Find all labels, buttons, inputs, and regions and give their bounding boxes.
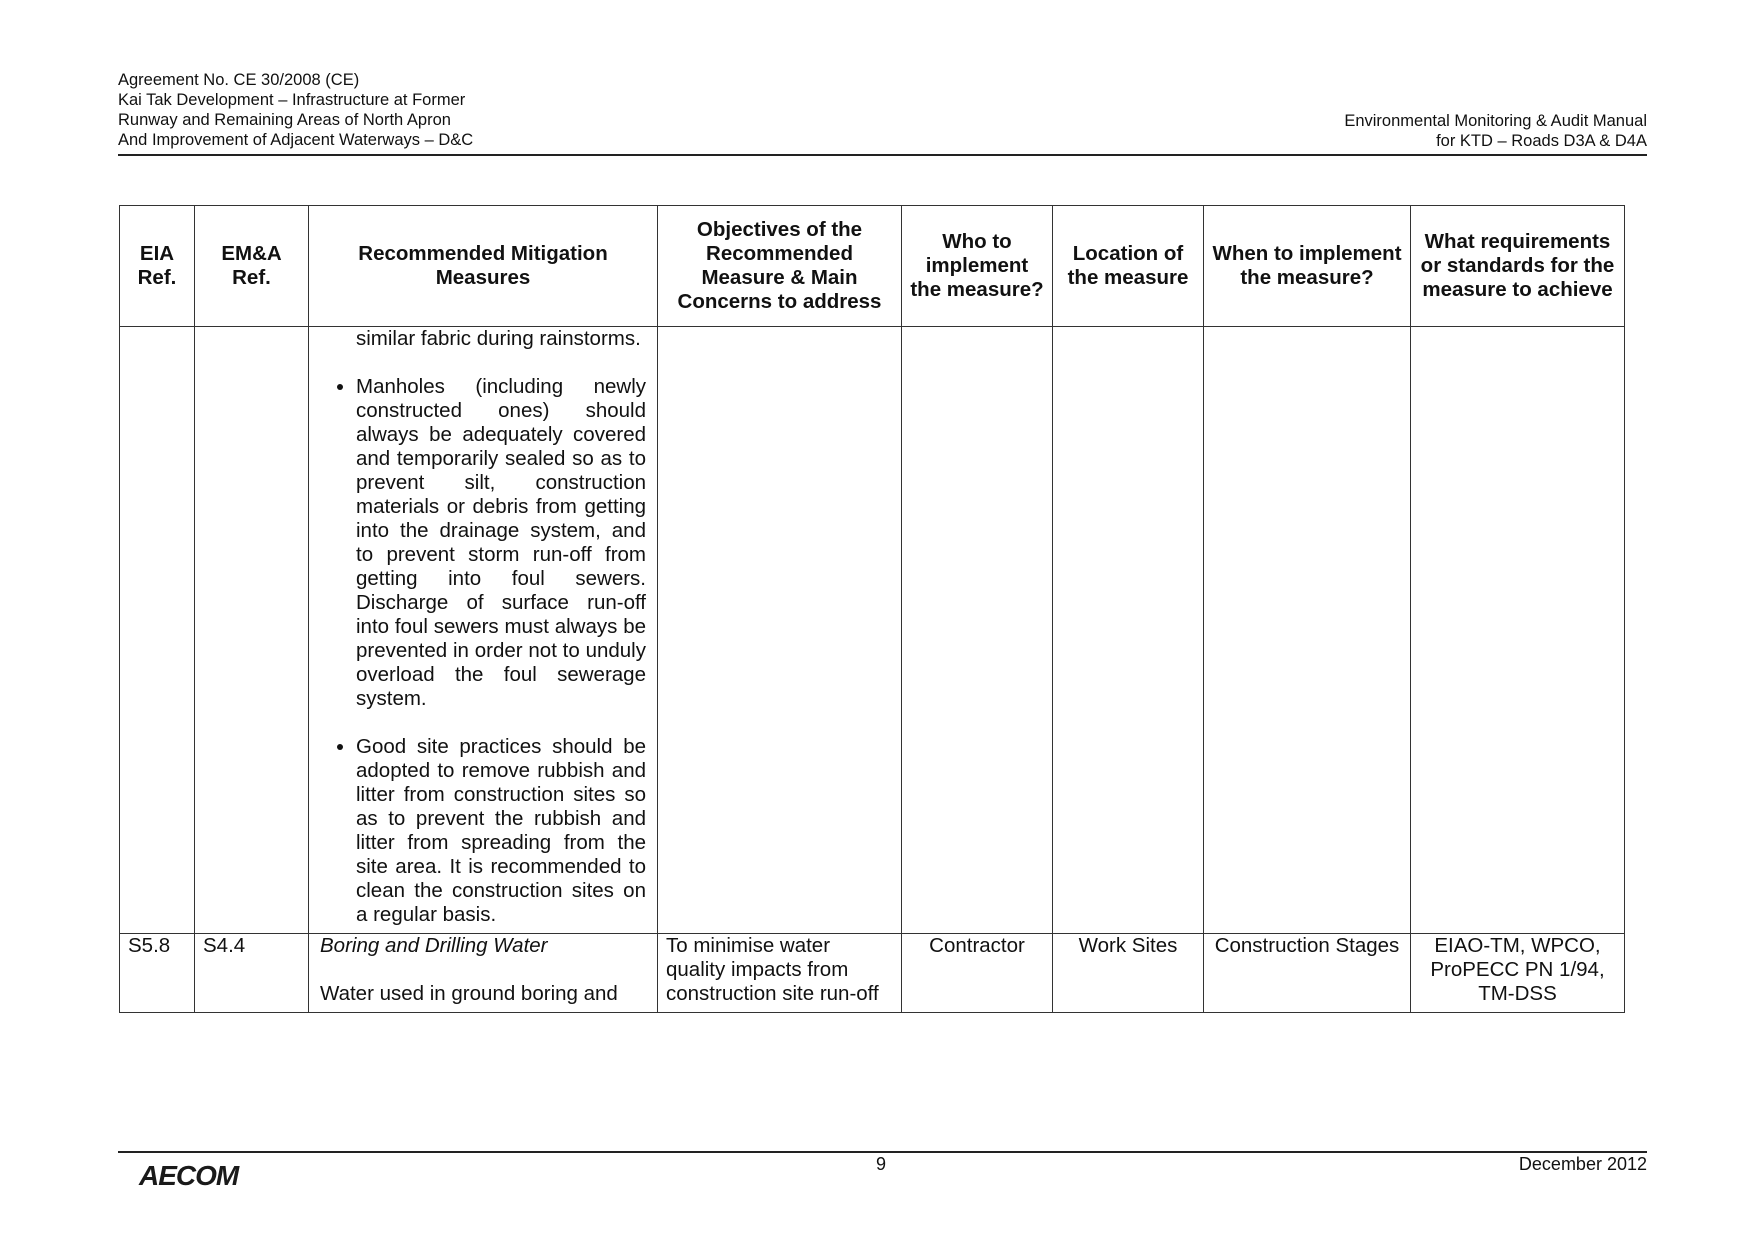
- cell-measures: [309, 934, 658, 1013]
- cell-who: [902, 327, 1053, 934]
- list-item: • Manholes (including newly constructed ones) should always be adequately covered and temporarily sealed so as to prevent silt, construction materials or debris from getting into the drainage system, and to prevent storm run-off from getting into foul sewers. Discharge of surface run-off into foul sewers must always be prevented in order not to unduly overload the foul sewerage system.: [356, 375, 646, 711]
- aecom-logo: AECOM: [139, 1160, 239, 1191]
- header-line: for KTD – Roads D3A & D4A: [1436, 132, 1647, 150]
- cell-requirements: EIAO-TM, WPCO, ProPECC PN 1/94, TM-DSS: [1411, 934, 1625, 1013]
- col-header-when: When to implement the measure?: [1204, 206, 1411, 327]
- cell-ema-ref: S4.4: [195, 934, 309, 1013]
- col-header-location: Location of the measure: [1053, 206, 1204, 327]
- measure-text: Water used in ground boring and: [320, 982, 618, 1005]
- table-header-row: [120, 206, 1625, 327]
- col-header-eia-ref: EIA Ref.: [120, 206, 195, 327]
- cell-when: Construction Stages: [1204, 934, 1411, 1013]
- header-document-title: [1344, 111, 1647, 151]
- header-project-info: [118, 70, 473, 150]
- cell-eia-ref: S5.8: [120, 934, 195, 1013]
- col-header-measures: Recommended Mitigation Measures: [309, 206, 658, 327]
- page-number: 9: [875, 1154, 886, 1174]
- spacer: [320, 958, 646, 982]
- header-line: Environmental Monitoring & Audit Manual: [1344, 112, 1647, 130]
- header-line: Kai Tak Development – Infrastructure at Former: [118, 91, 466, 109]
- measure-continuation-text: similar fabric during rainstorms.: [356, 327, 641, 350]
- cell-requirements: [1411, 327, 1625, 934]
- cell-objectives: [658, 327, 902, 934]
- header-line: And Improvement of Adjacent Waterways – D&C: [118, 131, 474, 149]
- footer-date: December 2012: [1518, 1154, 1647, 1174]
- cell-who: Contractor: [902, 934, 1053, 1013]
- measure-bullet-list: [320, 375, 646, 927]
- measure-title: Boring and Drilling Water: [320, 934, 548, 957]
- table-row: [120, 327, 1625, 934]
- list-item: • Good site practices should be adopted to remove rubbish and litter from construction sites so as to prevent the rubbish and litter from spreading from the site area. It is recommended to clean the construction sites on a regular basis.: [356, 735, 646, 927]
- header-divider: [118, 154, 1647, 156]
- cell-ema-ref: [195, 327, 309, 934]
- col-header-who: Who to implement the measure?: [902, 206, 1053, 327]
- footer-divider: [118, 1151, 1647, 1153]
- col-header-objectives: Objectives of the Recommended Measure & Main Concerns to address: [658, 206, 902, 327]
- cell-eia-ref: [120, 327, 195, 934]
- cell-location: Work Sites: [1053, 934, 1204, 1013]
- cell-when: [1204, 327, 1411, 934]
- col-header-ema-ref: EM&A Ref.: [195, 206, 309, 327]
- cell-location: [1053, 327, 1204, 934]
- cell-objectives: To minimise water quality impacts from construction site run-off: [658, 934, 902, 1013]
- mitigation-measures-table: [119, 205, 1625, 1013]
- header-line: Runway and Remaining Areas of North Apron: [118, 111, 451, 129]
- header-line: Agreement No. CE 30/2008 (CE): [118, 71, 360, 89]
- cell-measures: [309, 327, 658, 934]
- col-header-requirements: What requirements or standards for the measure to achieve: [1411, 206, 1625, 327]
- table-row: [120, 934, 1625, 1013]
